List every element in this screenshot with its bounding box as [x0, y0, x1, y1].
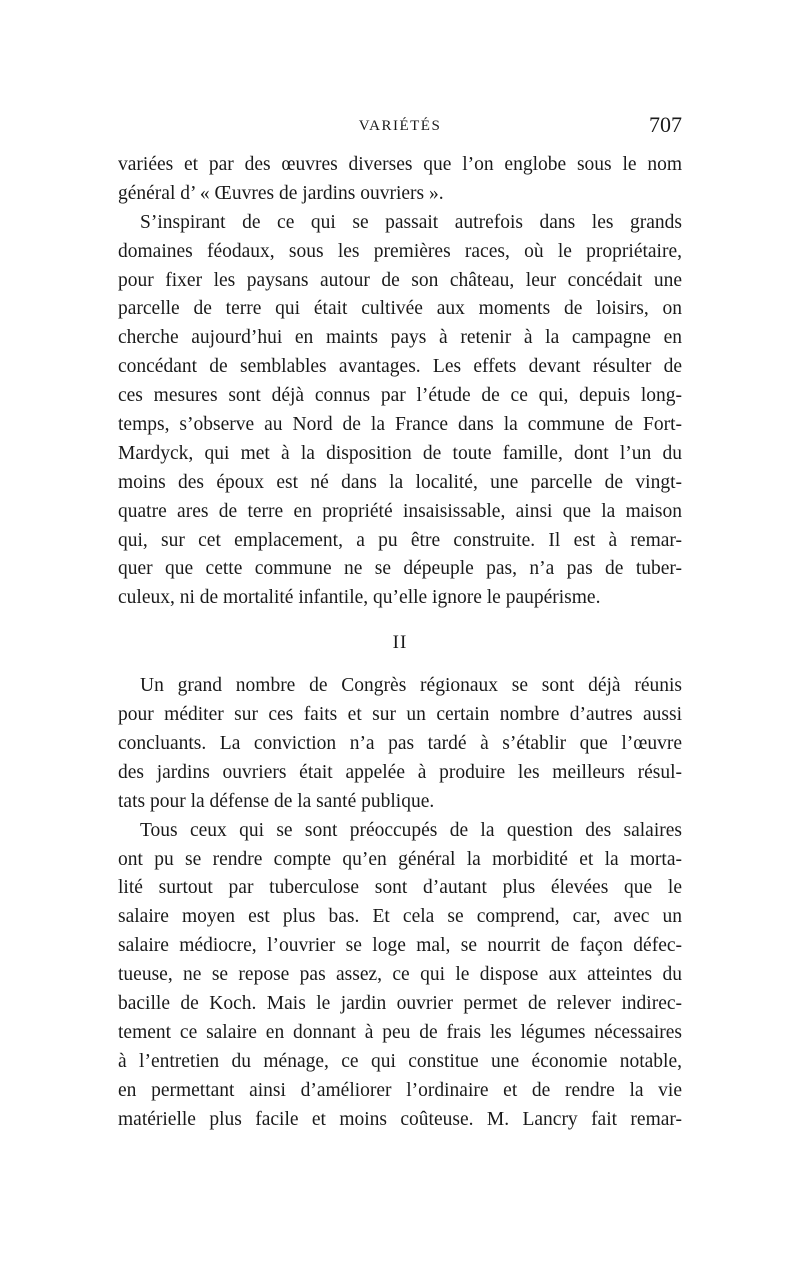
text-line: en permettant ainsi d’améliorer l’ordinaire et de rendre la vie — [118, 1079, 682, 1101]
text-line: moins des époux est né dans la localité, une parcelle de vingt- — [118, 471, 682, 493]
text-line: à l’entretien du ménage, ce qui constitue une économie notable, — [118, 1050, 682, 1072]
text-line: bacille de Koch. Mais le jardin ouvrier permet de relever indirec- — [118, 993, 682, 1015]
text-line: domaines féodaux, sous les premières races, où le propriétaire, — [118, 240, 682, 262]
text-line: pour fixer les paysans autour de son château, leur concédait une — [118, 269, 682, 291]
paragraph-1 — [118, 151, 682, 209]
text-line: ont pu se rendre compte qu’en général la morbidité et la morta- — [118, 848, 682, 870]
text-line: Tous ceux qui se sont préoccupés de la question des salaires — [140, 819, 682, 841]
text-line: quatre ares de terre en propriété insaisissable, ainsi que la maison — [118, 500, 682, 522]
text-line: tement ce salaire en donnant à peu de frais les légumes nécessaires — [118, 1021, 682, 1043]
section-number: II — [392, 632, 408, 654]
text-line: parcelle de terre qui était cultivée aux moments de loisirs, on — [118, 298, 682, 320]
text-line: Un grand nombre de Congrès régionaux se sont déjà réunis — [140, 675, 682, 697]
text-line: matérielle plus facile et moins coûteuse. M. Lancry fait remar- — [118, 1108, 682, 1130]
paragraph-4 — [118, 817, 682, 1135]
text-line: cherche aujourd’hui en maints pays à retenir à la campagne en — [118, 327, 682, 349]
text-line: Mardyck, qui met à la disposition de toute famille, dont l’un du — [118, 442, 682, 464]
text-line: général d’ « Œuvres de jardins ouvriers ». — [118, 182, 444, 204]
text-line: des jardins ouvriers était appelée à produire les meilleurs résul- — [118, 761, 682, 783]
text-line: lité surtout par tuberculose sont d’autant plus élevées que le — [118, 877, 682, 899]
text-line: pour méditer sur ces faits et sur un certain nombre d’autres aussi — [118, 704, 682, 726]
text-line: variées et par des œuvres diverses que l’on englobe sous le nom — [118, 154, 682, 175]
paragraph-3 — [118, 672, 682, 816]
text-line: ces mesures sont déjà connus par l’étude de ce qui, depuis long- — [118, 385, 682, 407]
text-line: S’inspirant de ce qui se passait autrefois dans les grands — [140, 211, 682, 233]
text-line: concédant de semblables avantages. Les effets devant résulter de — [118, 356, 682, 378]
text-line: salaire médiocre, l’ouvrier se loge mal, se nourrit de façon défec- — [118, 935, 682, 957]
text-line: temps, s’observe au Nord de la France dans la commune de Fort- — [118, 414, 682, 436]
body-text — [118, 151, 682, 1135]
text-line: concluants. La conviction n’a pas tardé à s’établir que l’œuvre — [118, 733, 682, 755]
text-line: qui, sur cet emplacement, a pu être construite. Il est à remar- — [118, 529, 682, 551]
text-line: salaire moyen est plus bas. Et cela se comprend, car, avec un — [118, 906, 682, 928]
text-line: tats pour la défense de la santé publique. — [118, 790, 435, 812]
running-title: VARIÉTÉS — [358, 118, 442, 134]
paragraph-2 — [118, 209, 682, 613]
text-line: culeux, ni de mortalité infantile, qu’elle ignore le paupérisme. — [118, 587, 601, 609]
text-line: tueuse, ne se repose pas assez, ce qui le dispose aux atteintes du — [118, 964, 682, 986]
page-number: 707 — [649, 112, 682, 137]
running-header — [118, 112, 682, 142]
text-line: quer que cette commune ne se dépeuple pas, n’a pas de tuber- — [118, 558, 682, 580]
